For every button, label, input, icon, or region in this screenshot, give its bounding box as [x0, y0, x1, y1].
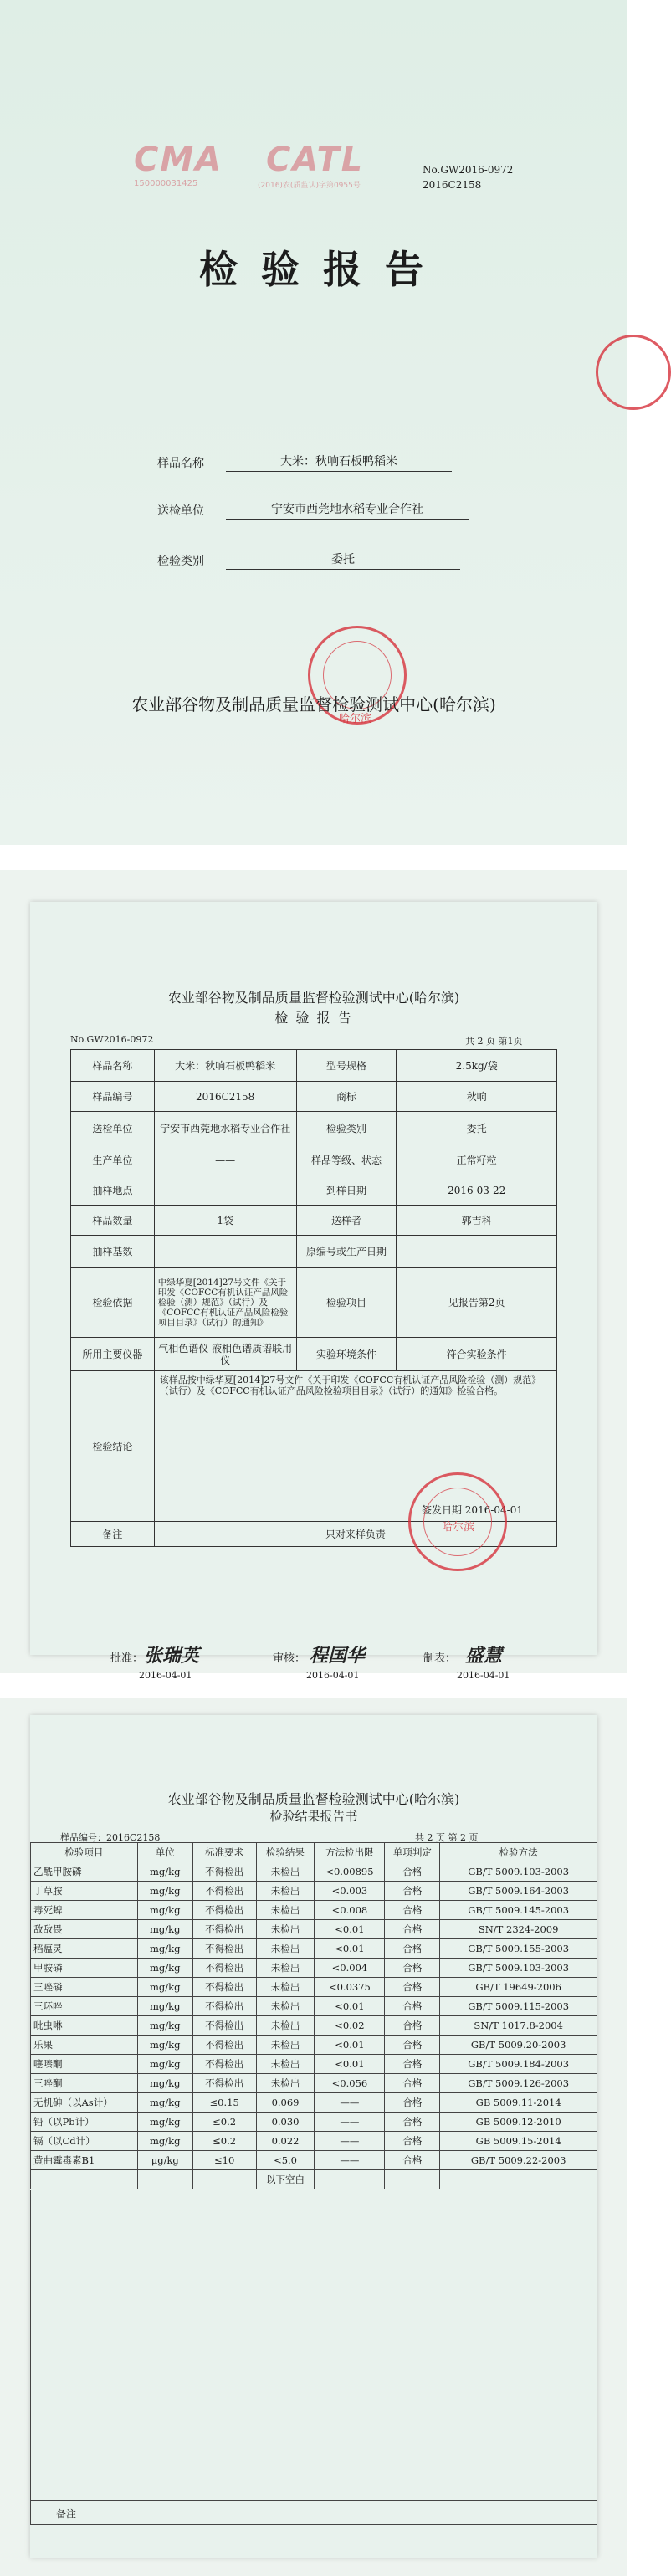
- cell-standard: 不得检出: [192, 1959, 256, 1978]
- cell-judgement: 合格: [385, 1862, 440, 1882]
- cell-detection-limit: ——: [315, 2113, 385, 2132]
- cell-value: 1袋: [154, 1206, 296, 1236]
- table-row: [31, 1901, 597, 1920]
- table-row: [31, 2074, 597, 2093]
- cell-standard: 不得检出: [192, 2016, 256, 2036]
- results-page-info: 共 2 页 第 2 页: [415, 1832, 479, 1843]
- cell-value: ——: [154, 1175, 296, 1206]
- approve-label: 批准：: [110, 1652, 144, 1665]
- cell-label: 型号规格: [296, 1050, 397, 1082]
- cell-judgement: 合格: [385, 1997, 440, 2016]
- catl-logo-number: (2016)农(质监认)字第0955号: [258, 182, 361, 190]
- table-row: [31, 1920, 597, 1939]
- cell-unit: mg/kg: [137, 2093, 192, 2113]
- cell-item: 铅（以Pb计）: [31, 2113, 138, 2132]
- cell-unit: [137, 2170, 192, 2189]
- cell-unit: mg/kg: [137, 1939, 192, 1959]
- cell-result: 未检出: [256, 1959, 315, 1978]
- prepare-signature: 盛慧: [465, 1645, 503, 1667]
- approve-date: 2016-04-01: [139, 1670, 192, 1681]
- cell-label: 送样者: [296, 1206, 397, 1236]
- results-body-frame: [30, 2190, 597, 2500]
- cell-method: GB/T 5009.126-2003: [440, 2074, 597, 2093]
- cell-method: GB/T 5009.103-2003: [440, 1959, 597, 1978]
- results-org: 农业部谷物及制品质量监督检验测试中心(哈尔滨): [167, 1791, 460, 1807]
- table-row: [31, 1882, 597, 1901]
- header-detection-limit: 方法检出限: [315, 1843, 385, 1862]
- sign-date: 签发日期 2016-04-01: [421, 1504, 523, 1516]
- cell-unit: mg/kg: [137, 2132, 192, 2151]
- cell-result: 未检出: [256, 1882, 315, 1901]
- cell-detection-limit: <0.003: [315, 1882, 385, 1901]
- table-row: [31, 1978, 597, 1997]
- report-page-info: 共 2 页 第1页: [465, 1036, 523, 1047]
- cell-item: 三环唑: [31, 1997, 138, 2016]
- instrument-label: 所用主要仪器: [71, 1338, 155, 1371]
- cell-method: GB 5009.11-2014: [440, 2093, 597, 2113]
- cell-detection-limit: <0.01: [315, 2055, 385, 2074]
- items-label: 检验项目: [296, 1268, 397, 1338]
- cell-method: GB/T 5009.155-2003: [440, 1939, 597, 1959]
- cell-unit: mg/kg: [137, 1978, 192, 1997]
- cell-unit: mg/kg: [137, 2036, 192, 2055]
- cell-standard: 不得检出: [192, 1939, 256, 1959]
- cover-org: 农业部谷物及制品质量监督检验测试中心(哈尔滨): [131, 694, 496, 714]
- results-sheet: [30, 1715, 597, 2558]
- prepare-label: 制表：: [423, 1652, 457, 1665]
- cell-value: 正常籽粒: [397, 1145, 557, 1175]
- cell-method: GB 5009.12-2010: [440, 2113, 597, 2132]
- cell-result: 未检出: [256, 2055, 315, 2074]
- cell-unit: mg/kg: [137, 1882, 192, 1901]
- cell-judgement: 合格: [385, 2093, 440, 2113]
- conclusion-label: 检验结论: [71, 1371, 155, 1522]
- report-seal-text: 哈尔滨: [442, 1521, 475, 1534]
- cell-method: GB/T 5009.145-2003: [440, 1901, 597, 1920]
- cell-detection-limit: <0.01: [315, 1939, 385, 1959]
- table-row: [31, 2055, 597, 2074]
- cell-item: 三唑酮: [31, 2074, 138, 2093]
- cell-label: 样品编号: [71, 1082, 155, 1112]
- sender-value: 宁安市西莞地水稻专业合作社: [226, 500, 469, 520]
- table-row: [31, 2016, 597, 2036]
- cell-result: 未检出: [256, 1997, 315, 2016]
- cell-result: 0.022: [256, 2132, 315, 2151]
- instrument-value: 气相色谱仪 液相色谱质谱联用仪: [154, 1338, 296, 1371]
- table-row: [31, 1997, 597, 2016]
- sample-name-value: 大米：秋响石板鸭稻米: [226, 453, 452, 472]
- report-number: No.GW2016-0972: [423, 164, 514, 176]
- environment-label: 实验环境条件: [296, 1338, 397, 1371]
- cell-result: 0.069: [256, 2093, 315, 2113]
- sample-name-label: 样品名称: [157, 457, 204, 470]
- cell-detection-limit: <0.01: [315, 2036, 385, 2055]
- cell-standard: 不得检出: [192, 1978, 256, 1997]
- cell-judgement: 合格: [385, 2016, 440, 2036]
- cell-item: [31, 2170, 138, 2189]
- table-row: [31, 2093, 597, 2113]
- cell-standard: 不得检出: [192, 1882, 256, 1901]
- cell-detection-limit: <0.0375: [315, 1978, 385, 1997]
- cell-label: 商标: [296, 1082, 397, 1112]
- prepare-date: 2016-04-01: [457, 1670, 510, 1681]
- cell-standard: ≤0.15: [192, 2093, 256, 2113]
- cell-unit: mg/kg: [137, 1959, 192, 1978]
- cell-judgement: 合格: [385, 1959, 440, 1978]
- cell-method: GB/T 19649-2006: [440, 1978, 597, 1997]
- cell-item: 黄曲霉毒素B1: [31, 2151, 138, 2170]
- cell-judgement: [385, 2170, 440, 2189]
- review-signature: 程国华: [310, 1645, 366, 1667]
- cell-unit: mg/kg: [137, 1997, 192, 2016]
- cell-label: 抽样基数: [71, 1236, 155, 1268]
- items-value: 见报告第2页: [397, 1268, 557, 1338]
- conclusion-text: 该样品按中绿华夏[2014]27号文件《关于印发《COFCC有机认证产品风险检验（测）规范》（试行）及《COFCC有机认证产品风险检验项目目录》（试行）的通知》检验合格。: [159, 1375, 541, 1396]
- cell-judgement: 合格: [385, 1920, 440, 1939]
- cell-method: GB/T 5009.164-2003: [440, 1882, 597, 1901]
- cell-item: 丁草胺: [31, 1882, 138, 1901]
- cell-unit: mg/kg: [137, 2074, 192, 2093]
- cell-standard: ≤0.2: [192, 2113, 256, 2132]
- cell-result: 未检出: [256, 1939, 315, 1959]
- table-row: [31, 2170, 597, 2189]
- cell-method: GB/T 5009.22-2003: [440, 2151, 597, 2170]
- edge-seal: [596, 335, 671, 410]
- cell-label: 样品等级、状态: [296, 1145, 397, 1175]
- cell-label: 生产单位: [71, 1145, 155, 1175]
- environment-value: 符合实验条件: [397, 1338, 557, 1371]
- cell-method: GB 5009.15-2014: [440, 2132, 597, 2151]
- cell-label: 到样日期: [296, 1175, 397, 1206]
- cell-unit: mg/kg: [137, 2016, 192, 2036]
- table-row: [31, 1862, 597, 1882]
- cell-unit: mg/kg: [137, 1862, 192, 1882]
- table-row: [31, 2151, 597, 2170]
- cell-value: 委托: [397, 1112, 557, 1145]
- inspection-type-label: 检验类别: [157, 555, 204, 568]
- table-row: [31, 2113, 597, 2132]
- header-standard: 标准要求: [192, 1843, 256, 1862]
- header-result: 检验结果: [256, 1843, 315, 1862]
- cell-standard: 不得检出: [192, 2055, 256, 2074]
- cell-value: ——: [397, 1236, 557, 1268]
- results-sample-number: 样品编号：2016C2158: [60, 1832, 161, 1843]
- remark-label: 备注: [71, 1522, 155, 1547]
- cell-item: 镉（以Cd计）: [31, 2132, 138, 2151]
- cell-method: SN/T 2324-2009: [440, 1920, 597, 1939]
- cell-result: 未检出: [256, 2016, 315, 2036]
- report-title: 检 验 报 告: [274, 1010, 353, 1026]
- cell-detection-limit: <0.056: [315, 2074, 385, 2093]
- cell-judgement: 合格: [385, 1978, 440, 1997]
- cell-value: 宁安市西莞地水稻专业合作社: [154, 1112, 296, 1145]
- cell-item: 吡虫啉: [31, 2016, 138, 2036]
- cell-result: 0.030: [256, 2113, 315, 2132]
- cell-standard: ≤0.2: [192, 2132, 256, 2151]
- cell-method: GB/T 5009.184-2003: [440, 2055, 597, 2074]
- cell-judgement: 合格: [385, 1882, 440, 1901]
- report-info-table: [70, 1049, 557, 1547]
- cell-detection-limit: [315, 2170, 385, 2189]
- cell-value: 2016-03-22: [397, 1175, 557, 1206]
- cell-standard: [192, 2170, 256, 2189]
- cell-result: 以下空白: [256, 2170, 315, 2189]
- cell-result: 未检出: [256, 1901, 315, 1920]
- cell-method: GB/T 5009.103-2003: [440, 1862, 597, 1882]
- cell-unit: μg/kg: [137, 2151, 192, 2170]
- cell-standard: ≤10: [192, 2151, 256, 2170]
- cell-judgement: 合格: [385, 2113, 440, 2132]
- cell-unit: mg/kg: [137, 1901, 192, 1920]
- table-row: [31, 1959, 597, 1978]
- cell-detection-limit: <0.01: [315, 1920, 385, 1939]
- results-title: 检验结果报告书: [269, 1809, 358, 1824]
- cell-standard: 不得检出: [192, 1862, 256, 1882]
- cell-detection-limit: <0.02: [315, 2016, 385, 2036]
- cell-item: 噻嗪酮: [31, 2055, 138, 2074]
- results-page: [0, 1698, 627, 2576]
- table-row: [31, 2132, 597, 2151]
- results-remark-row: [30, 2500, 597, 2525]
- cell-item: 乙酰甲胺磷: [31, 1862, 138, 1882]
- table-row: [31, 2036, 597, 2055]
- cell-result: 未检出: [256, 2036, 315, 2055]
- results-body: [31, 1862, 597, 2189]
- report-sheet: [30, 902, 597, 1681]
- table-row: [31, 1939, 597, 1959]
- cell-item: 敌敌畏: [31, 1920, 138, 1939]
- cover-title: 检 验 报 告: [198, 247, 429, 292]
- cell-item: 三唑磷: [31, 1978, 138, 1997]
- cell-result: 未检出: [256, 2074, 315, 2093]
- cell-judgement: 合格: [385, 2036, 440, 2055]
- cell-item: 甲胺磷: [31, 1959, 138, 1978]
- remark-value: 只对来样负责: [154, 1522, 556, 1547]
- cell-detection-limit: <0.008: [315, 1901, 385, 1920]
- review-date: 2016-04-01: [306, 1670, 360, 1681]
- header-judgement: 单项判定: [385, 1843, 440, 1862]
- cell-detection-limit: <0.01: [315, 1997, 385, 2016]
- cell-detection-limit: <0.00895: [315, 1862, 385, 1882]
- cell-detection-limit: <0.004: [315, 1959, 385, 1978]
- report-org: 农业部谷物及制品质量监督检验测试中心(哈尔滨): [167, 990, 460, 1006]
- cma-logo-number: 150000031425: [134, 179, 198, 188]
- cell-item: 稻瘟灵: [31, 1939, 138, 1959]
- cell-value: 秋响: [397, 1082, 557, 1112]
- cell-item: 毒死蜱: [31, 1901, 138, 1920]
- cell-standard: 不得检出: [192, 2036, 256, 2055]
- inspection-type-value: 委托: [226, 551, 460, 570]
- results-table: [30, 1842, 597, 2189]
- header-item: 检验项目: [31, 1843, 138, 1862]
- cell-judgement: 合格: [385, 2151, 440, 2170]
- cell-method: GB/T 5009.115-2003: [440, 1997, 597, 2016]
- cell-item: 无机砷（以As计）: [31, 2093, 138, 2113]
- cell-method: GB/T 5009.20-2003: [440, 2036, 597, 2055]
- cell-value: 郭吉科: [397, 1206, 557, 1236]
- approve-signature: 张瑞英: [144, 1645, 200, 1667]
- cell-result: 未检出: [256, 1862, 315, 1882]
- cell-method: [440, 2170, 597, 2189]
- cover-page: [0, 0, 627, 845]
- cell-label: 送检单位: [71, 1112, 155, 1145]
- cell-label: 检验类别: [296, 1112, 397, 1145]
- cell-standard: 不得检出: [192, 1997, 256, 2016]
- cell-label: 样品数量: [71, 1206, 155, 1236]
- cell-label: 抽样地点: [71, 1175, 155, 1206]
- report-number: No.GW2016-0972: [70, 1034, 154, 1045]
- review-label: 审核：: [273, 1652, 306, 1665]
- cell-value: ——: [154, 1145, 296, 1175]
- sample-number: 2016C2158: [423, 179, 482, 191]
- cell-standard: 不得检出: [192, 1901, 256, 1920]
- cell-result: 未检出: [256, 1920, 315, 1939]
- header-unit: 单位: [137, 1843, 192, 1862]
- cell-unit: mg/kg: [137, 2055, 192, 2074]
- cell-unit: mg/kg: [137, 1920, 192, 1939]
- cell-standard: 不得检出: [192, 2074, 256, 2093]
- basis-label: 检验依据: [71, 1268, 155, 1338]
- cell-value: 大米：秋响石板鸭稻米: [154, 1050, 296, 1082]
- cell-detection-limit: ——: [315, 2093, 385, 2113]
- cell-judgement: 合格: [385, 2055, 440, 2074]
- cma-logo: CMA: [134, 141, 223, 179]
- cell-judgement: 合格: [385, 1939, 440, 1959]
- cell-unit: mg/kg: [137, 2113, 192, 2132]
- report-page: [0, 870, 627, 1681]
- results-header-row: [31, 1843, 597, 1862]
- official-seal-text: 哈尔滨: [339, 713, 372, 725]
- cell-label: 样品名称: [71, 1050, 155, 1082]
- catl-logo: CATL: [266, 141, 365, 179]
- cell-value: ——: [154, 1236, 296, 1268]
- header-method: 检验方法: [440, 1843, 597, 1862]
- cell-result: 未检出: [256, 1978, 315, 1997]
- cell-item: 乐果: [31, 2036, 138, 2055]
- cell-result: <5.0: [256, 2151, 315, 2170]
- cell-value: 2016C2158: [154, 1082, 296, 1112]
- cell-standard: 不得检出: [192, 1920, 256, 1939]
- basis-value: 中绿华夏[2014]27号文件《关于印发《COFCC有机认证产品风险检验（测）规范》（试行）及《COFCC有机认证产品风险检验项目目录》（试行）的通知》: [154, 1268, 296, 1338]
- sender-label: 送检单位: [157, 504, 204, 518]
- results-remark-label: 备注: [56, 2508, 77, 2520]
- cell-detection-limit: ——: [315, 2132, 385, 2151]
- cell-judgement: 合格: [385, 2132, 440, 2151]
- cell-label: 原编号或生产日期: [296, 1236, 397, 1268]
- cell-judgement: 合格: [385, 2074, 440, 2093]
- cell-value: 2.5kg/袋: [397, 1050, 557, 1082]
- cell-method: SN/T 1017.8-2004: [440, 2016, 597, 2036]
- cell-detection-limit: ——: [315, 2151, 385, 2170]
- cell-judgement: 合格: [385, 1901, 440, 1920]
